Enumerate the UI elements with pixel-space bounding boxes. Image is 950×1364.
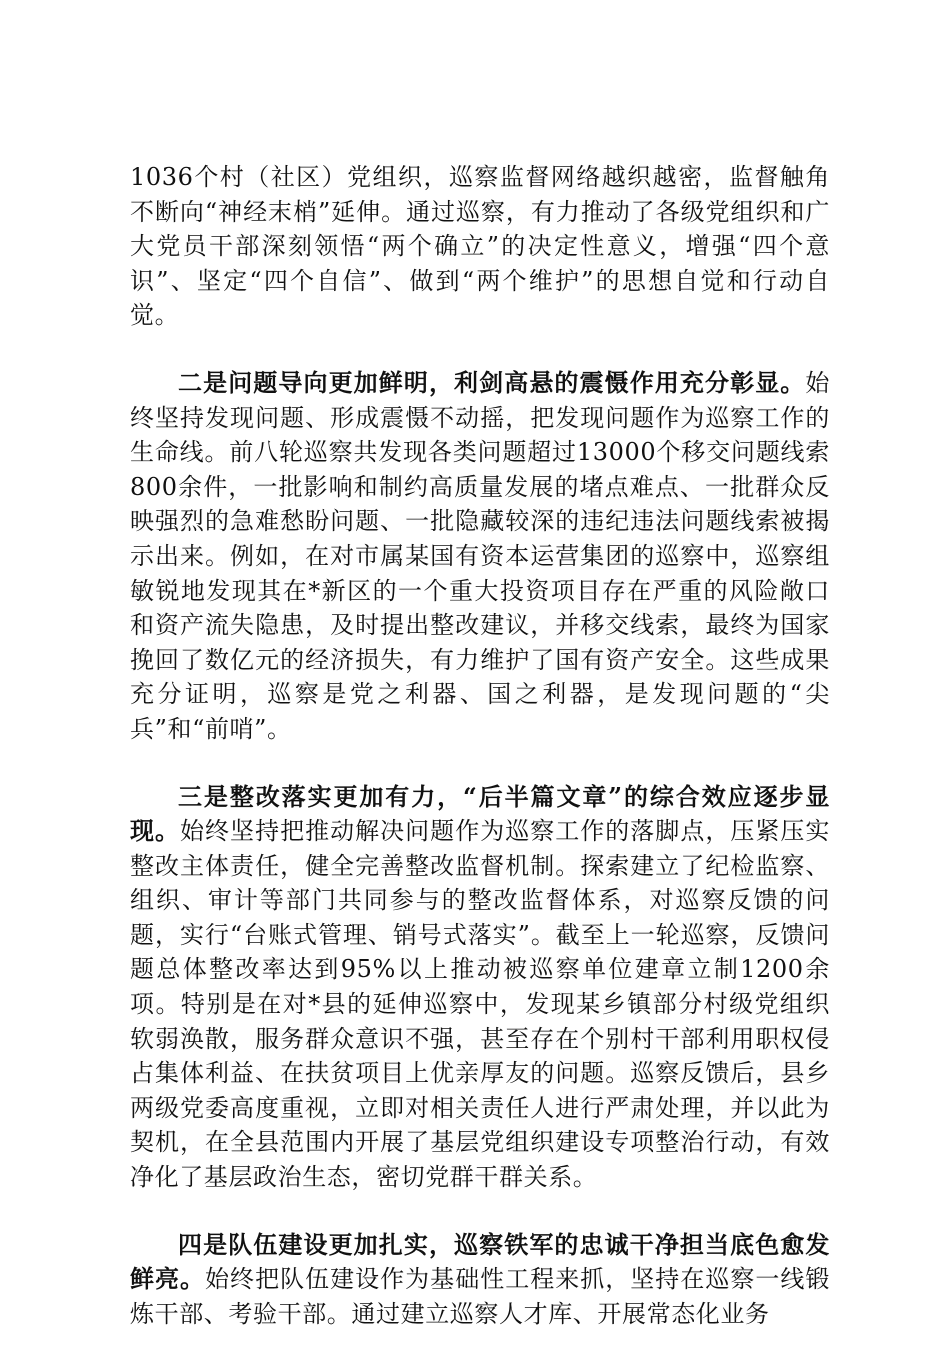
paragraph-3-lead: 三是整改落实更加有力，“后半篇文章”的综合效应逐步显现。: [130, 781, 830, 846]
paragraph-2-text: 始终坚持发现问题、形成震慑不动摇，把发现问题作为巡察工作的生命线。前八轮巡察共发现各类问题超过13000个移交问题线索800余件，一批影响和制约高质量发展的堵点难点、一批群众反映强烈的急难愁盼问题、一批隐藏较深的违纪违法问题线索被揭示出来。例如，在对市属某国有资本运营集团的巡察中，巡察组敏锐地发现其在*新区的一个重大投资项目存在严重的风险敞口和资产流失隐患，及时提出整改建议，并移交线索，最终为国家挽回了数亿元的经济损失，有力维护了国有资产安全。这些成果充分证明，巡察是党之利器、国之利器，是发现问题的“尖兵”和“前哨”。: [130, 368, 830, 743]
paragraph-1: [130, 160, 830, 333]
paragraph-2-lead: 二是问题导向更加鲜明，利剑高悬的震慑作用充分彰显。: [178, 367, 806, 397]
paragraph-3: [130, 780, 830, 1195]
document-page: [130, 160, 830, 1364]
paragraph-1-text: 1036个村（社区）党组织，巡察监督网络越织越密，监督触角不断向“神经末梢”延伸。通过巡察，有力推动了各级党组织和广大党员干部深刻领悟“两个确立”的决定性意义，增强“四个意识”、坚定“四个自信”、做到“两个维护”的思想自觉和行动自觉。: [130, 163, 830, 330]
paragraph-3-text: 始终坚持把推动解决问题作为巡察工作的落脚点，压紧压实整改主体责任，健全完善整改监督机制。探索建立了纪检监察、组织、审计等部门共同参与的整改监督体系，对巡察反馈的问题，实行“台账式管理、销号式落实”。截至上一轮巡察，反馈问题总体整改率达到95%以上推动被巡察单位建章立制1200余项。特别是在对*县的延伸巡察中，发现某乡镇部分村级党组织软弱涣散，服务群众意识不强，甚至存在个别村干部利用职权侵占集体利益、在扶贫项目上优亲厚友的问题。巡察反馈后，县乡两级党委高度重视，立即对相关责任人进行严肃处理，并以此为契机，在全县范围内开展了基层党组织建设专项整治行动，有效净化了基层政治生态，密切党群干群关系。: [130, 817, 830, 1192]
paragraph-4: [130, 1228, 830, 1332]
paragraph-2: [130, 366, 830, 747]
paragraph-4-lead: 四是队伍建设更加扎实，巡察铁军的忠诚干净担当底色愈发鲜亮。: [130, 1229, 830, 1294]
paragraph-4-text: 始终把队伍建设作为基础性工程来抓，坚持在巡察一线锻炼干部、考验干部。通过建立巡察人才库、开展常态化业务: [130, 1265, 830, 1328]
